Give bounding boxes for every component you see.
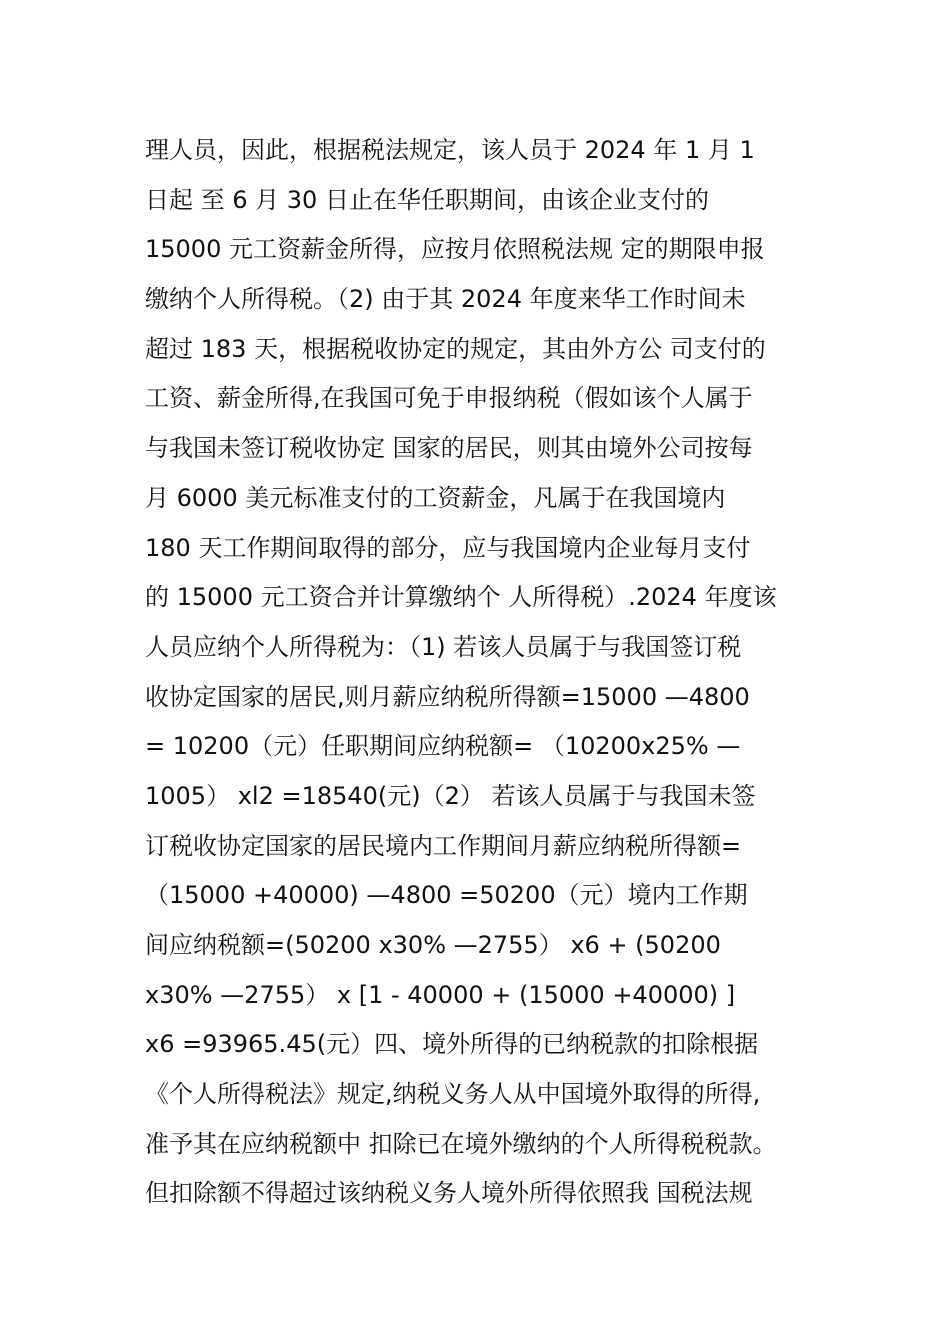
- text-line: 超过 183 天，根据税收协定的规定，其由外方公 司支付的: [145, 334, 766, 363]
- text-line: x6 =93965.45(元）四、境外所得的已纳税款的扣除根据: [145, 1030, 759, 1059]
- body-text: [145, 126, 825, 1219]
- text-line: 15000 元工资薪金所得，应按月依照税法规 定的期限申报: [145, 235, 765, 264]
- text-line: 缴纳个人所得税。（2) 由于其 2024 年度来华工作时间未: [145, 285, 746, 314]
- text-line: （15000 +40000) —4800 =50200（元）境内工作期: [145, 881, 748, 910]
- text-line: 的 15000 元工资合并计算缴纳个 人所得税）.2024 年度该: [145, 583, 777, 612]
- text-line: 准予其在应纳税额中 扣除已在境外缴纳的个人所得税税款。: [145, 1129, 777, 1158]
- text-line: 日起 至 6 月 30 日止在华任职期间，由该企业支付的: [145, 185, 709, 214]
- text-line: 月 6000 美元标准支付的工资薪金，凡属于在我国境内: [145, 483, 726, 512]
- text-line: 但扣除额不得超过该纳税义务人境外所得依照我 国税法规: [145, 1179, 753, 1208]
- text-line: 收协定国家的居民,则月薪应纳税所得额=15000 —4800: [145, 682, 750, 711]
- text-line: 1005） xl2 =18540(元)（2） 若该人员属于与我国未签: [145, 781, 756, 810]
- text-line: 工资、薪金所得,在我国可免于申报纳税（假如该个人属于: [145, 384, 753, 413]
- text-line: 理人员，因此，根据税法规定，该人员于 2024 年 1 月 1: [145, 136, 755, 164]
- text-line: 与我国未签订税收协定 国家的居民，则其由境外公司按每: [145, 434, 753, 463]
- text-line: 订税收协定国家的居民境内工作期间月薪应纳税所得额=: [145, 831, 742, 860]
- text-line: 《个人所得税法》规定,纳税义务人从中国境外取得的所得,: [145, 1080, 761, 1109]
- text-line: 180 天工作期间取得的部分，应与我国境内企业每月支付: [145, 533, 751, 562]
- text-line: x30% —2755） x [1 - 40000 + (15000 +40000) ]: [145, 980, 736, 1009]
- text-line: 间应纳税额=(50200 x30% —2755） x6 + (50200: [145, 931, 721, 959]
- text-line: 人员应纳个人所得税为：（1) 若该人员属于与我国签订税: [145, 632, 742, 661]
- text-line: = 10200（元）任职期间应纳税额= （10200x25% —: [145, 732, 741, 761]
